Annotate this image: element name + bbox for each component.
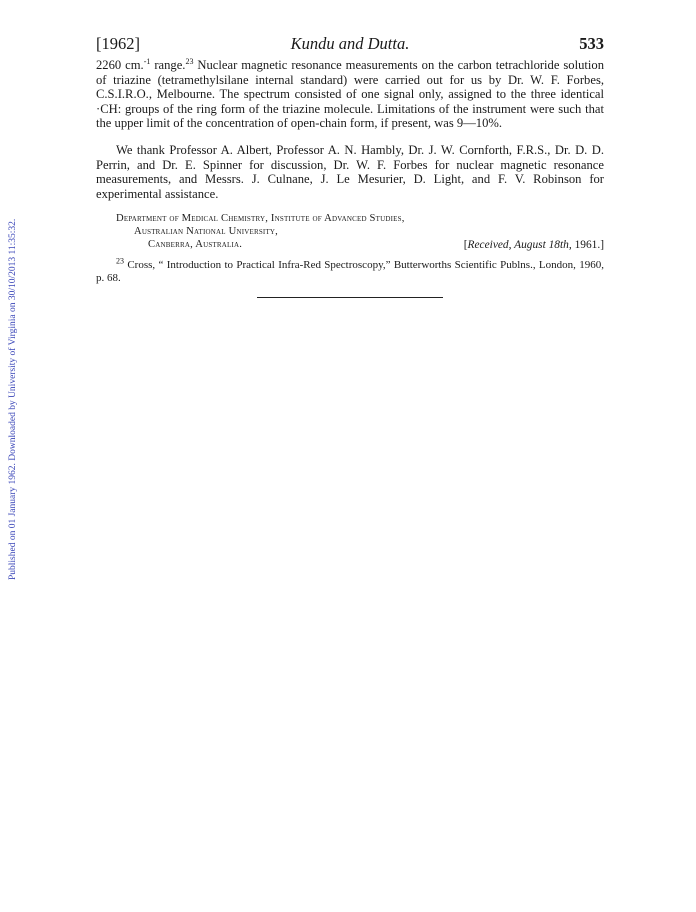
affiliation-line-3: Canberra, Australia. (148, 238, 243, 250)
running-head (96, 34, 604, 58)
p1-superscript: -1 (143, 56, 151, 66)
page-number: 533 (579, 34, 604, 53)
p1-text-2: groups of the ring form of the triazine molecule. Limitations of the instrument were such that the upper limit of the concentration of open-chain form, if present, was 9—10%. (96, 101, 604, 131)
footnote-23 (96, 256, 604, 285)
p1-text-1: Nuclear magnetic resonance measurements on the carbon tetrachloride solution of triazine (tetramethylsilane internal standard) were carried out for us by Dr. W. F. Forbes, C.S.I.R.O., Melbourne. The spectrum consisted of one signal only, assigned to the three identical (96, 58, 604, 102)
running-head-authors: Kundu and Dutta. (290, 34, 410, 53)
running-head-year: [1962] (96, 34, 140, 53)
body-paragraph-nmr (96, 58, 604, 131)
received-date (464, 239, 604, 252)
end-rule (257, 297, 443, 298)
reference-23-marker: 23 (185, 56, 194, 66)
ch-group: ·CH: (96, 101, 122, 116)
affiliation-line-2: Australian National University, (134, 225, 279, 237)
received-label: Received, August 18th, (467, 238, 572, 251)
download-note-text: Published on 01 January 1962. Downloaded by University of Virginia on 30/10/2013 11:35:32. (8, 218, 18, 580)
acknowledgement-paragraph: We thank Professor A. Albert, Professor A. N. Hambly, Dr. J. W. Cornforth, F.R.S., Dr. D. D. Perrin, and Dr. E. Spinner for discussion, Dr. W. F. Forbes for nuclear magnetic resonance measurements, and Messrs. J. Culnane, J. Le Mesurier, D. Light, and F. V. Robinson for experimental assistance. (96, 142, 604, 201)
affiliation-line-1: Department of Medical Chemistry, Institute of Advanced Studies, (116, 213, 405, 225)
p1-mid: range. (150, 58, 186, 72)
footnote-text: Cross, “ Introduction to Practical Infra-Red Spectroscopy,” Butterworths Scientific Publns., London, 1960, p. 68. (96, 259, 604, 285)
article-page (96, 34, 604, 298)
affiliation-line-3-row (96, 239, 604, 252)
received-year: 1961.] (571, 238, 604, 251)
footnote-ref-marker: 23 (116, 256, 124, 266)
download-margin-note (6, 160, 20, 580)
p1-start: 2260 cm. (96, 58, 144, 72)
received-bracket: [ (463, 238, 468, 251)
affiliation-block (96, 213, 604, 251)
